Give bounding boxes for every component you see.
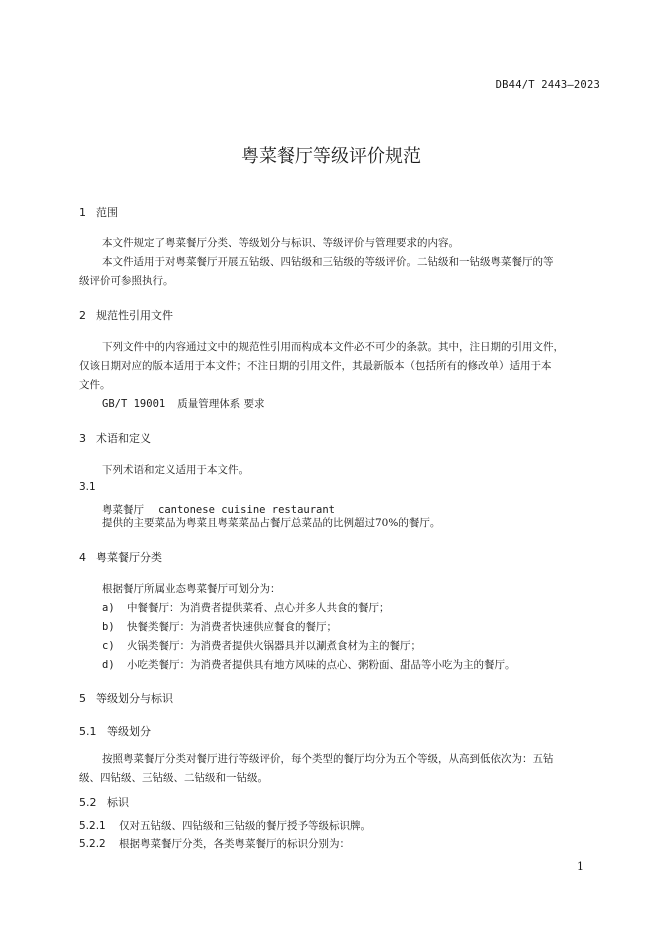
subsection-number: 5.1 bbox=[79, 725, 97, 738]
normative-reference bbox=[102, 395, 265, 414]
reference-code: GB/T 19001 bbox=[102, 398, 166, 410]
paragraph-line: 级、四钻级、三钻级、二钻级和一钻级。 bbox=[79, 772, 268, 784]
subsection-title: 标识 bbox=[107, 796, 129, 809]
subsection-5-1-heading bbox=[79, 723, 151, 739]
paragraph-line: 下列文件中的内容通过文中的规范性引用而构成本文件必不可少的条款。其中，注日期的引用文件， bbox=[102, 341, 564, 353]
section-title: 等级划分与标识 bbox=[96, 692, 173, 705]
list-item bbox=[102, 656, 516, 675]
section-4-heading bbox=[79, 549, 162, 565]
list-item-text: 小吃类餐厅：为消费者提供具有地方风味的点心、粥粉面、甜品等小吃为主的餐厅。 bbox=[127, 659, 516, 671]
section-2-heading bbox=[79, 307, 173, 323]
list-marker: d) bbox=[102, 659, 115, 671]
section-number: 3 bbox=[79, 432, 86, 445]
clause-number: 5.2.1 bbox=[79, 820, 106, 832]
paragraph: 下列术语和定义适用于本文件。 bbox=[102, 464, 249, 476]
page-number: 1 bbox=[577, 860, 584, 873]
paragraph-line: 仅该日期对应的版本适用于本文件；不注日期的引用文件，其最新版本（包括所有的修改单）适用于本 bbox=[79, 360, 552, 372]
list-item bbox=[102, 637, 421, 656]
section-number: 2 bbox=[79, 309, 86, 322]
section-number: 4 bbox=[79, 551, 86, 564]
section-title: 粤菜餐厅分类 bbox=[96, 551, 162, 564]
section-number: 1 bbox=[79, 206, 86, 219]
paragraph-line: 本文件适用于对粤菜餐厅开展五钻级、四钻级和三钻级的等级评价。二钻级和一钻级粤菜餐厅的等 bbox=[102, 256, 554, 268]
clause bbox=[79, 817, 371, 836]
section-1-heading bbox=[79, 204, 118, 220]
list-item bbox=[102, 618, 337, 637]
section-title: 范围 bbox=[96, 206, 118, 219]
term-number: 3.1 bbox=[79, 481, 96, 493]
section-5-heading bbox=[79, 690, 173, 706]
section-title: 术语和定义 bbox=[96, 432, 151, 445]
paragraph: 根据餐厅所属业态粤菜餐厅可划分为： bbox=[102, 583, 281, 595]
page-title: 粤菜餐厅等级评价规范 bbox=[241, 146, 421, 167]
list-item bbox=[102, 599, 390, 618]
list-marker: c) bbox=[102, 640, 115, 652]
clause bbox=[79, 835, 350, 854]
subsection-number: 5.2 bbox=[79, 796, 97, 809]
section-3-heading bbox=[79, 430, 151, 446]
paragraph: 本文件规定了粤菜餐厅分类、等级划分与标识、等级评价与管理要求的内容。 bbox=[102, 237, 459, 249]
subsection-title: 等级划分 bbox=[107, 725, 151, 738]
subsection-5-2-heading bbox=[79, 794, 129, 810]
list-item-text: 中餐餐厅：为消费者提供菜肴、点心并多人共食的餐厅； bbox=[127, 602, 390, 614]
section-title: 规范性引用文件 bbox=[96, 309, 173, 322]
term-en: cantonese cuisine restaurant bbox=[158, 504, 336, 516]
term-zh: 粤菜餐厅 bbox=[102, 504, 144, 516]
document-code: DB44/T 2443—2023 bbox=[495, 79, 600, 91]
list-item-text: 快餐类餐厅：为消费者快速供应餐食的餐厅； bbox=[127, 621, 337, 633]
term-definition: 提供的主要菜品为粤菜且粤菜菜品占餐厅总菜品的比例超过70%的餐厅。 bbox=[102, 517, 441, 529]
paragraph-line: 文件。 bbox=[79, 379, 111, 391]
section-number: 5 bbox=[79, 692, 86, 705]
clause-text: 根据粤菜餐厅分类，各类粤菜餐厅的标识分别为： bbox=[119, 838, 350, 850]
list-item-text: 火锅类餐厅：为消费者提供火锅器具并以涮煮食材为主的餐厅； bbox=[127, 640, 421, 652]
clause-text: 仅对五钻级、四钻级和三钻级的餐厅授予等级标识牌。 bbox=[119, 820, 371, 832]
clause-number: 5.2.2 bbox=[79, 838, 106, 850]
paragraph-line: 级评价可参照执行。 bbox=[79, 275, 174, 287]
reference-title: 质量管理体系 要求 bbox=[177, 398, 265, 410]
paragraph-line: 按照粤菜餐厅分类对餐厅进行等级评价，每个类型的餐厅均分为五个等级，从高到低依次为：五钻 bbox=[102, 753, 554, 765]
list-marker: b) bbox=[102, 621, 115, 633]
list-marker: a) bbox=[102, 602, 115, 614]
